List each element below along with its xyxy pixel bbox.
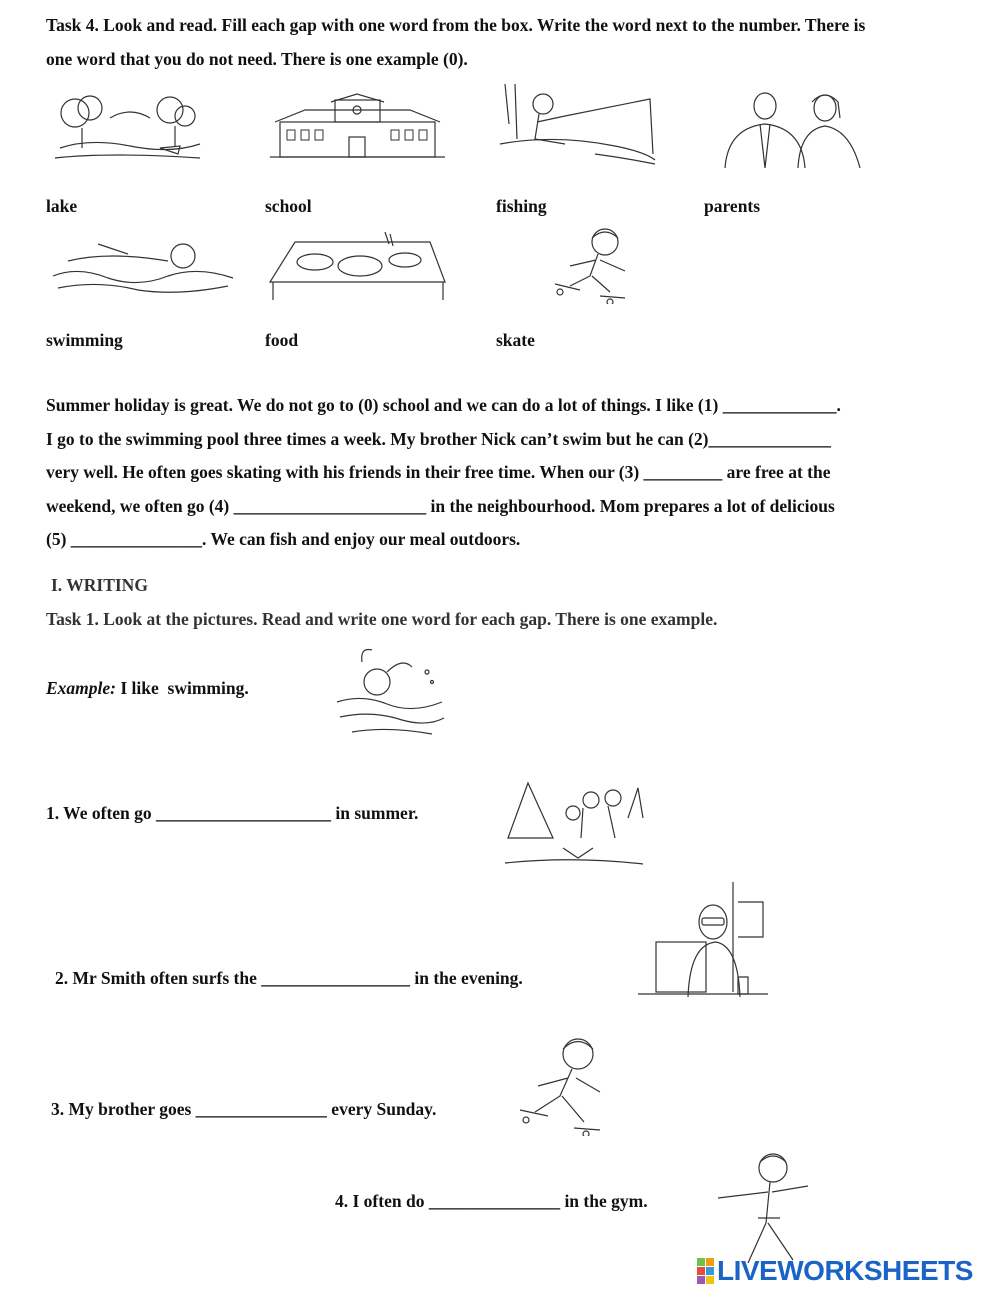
passage-line: very well. He often goes skating with his friends in their free time. When our (3) _________ are free at the	[46, 462, 831, 482]
swimmer-splash-icon	[332, 642, 447, 740]
passage-line: Summer holiday is great. We do not go to (0) school and we can do a lot of things. I like (1) _____________.	[46, 395, 841, 415]
school-building-icon	[265, 92, 450, 162]
liveworksheets-logo	[697, 1256, 973, 1286]
swimmer-icon	[48, 236, 236, 296]
man-laptop-icon	[638, 882, 770, 1000]
example-sentence	[46, 677, 249, 699]
passage-line: weekend, we often go (4) ______________________ in the neighbourhood. Mom prepares a lot of delicious	[46, 495, 835, 516]
writing-section-title: I. WRITING	[51, 575, 148, 595]
food-table-icon	[265, 232, 450, 300]
task4-passage	[46, 389, 976, 557]
task4-instruction-line1: Task 4. Look and read. Fill each gap with one word from the box. Write the word next to the number. There is	[46, 15, 866, 35]
lake-scene-icon	[50, 88, 208, 166]
question-4: 4. I often do _______________ in the gym.	[335, 1191, 648, 1211]
logo-squares-icon	[697, 1258, 714, 1284]
word-skate: skate	[496, 330, 535, 350]
task1-instruction: Task 1. Look at the pictures. Read and write one word for each gap. There is one example.	[46, 609, 718, 629]
skater-boy-icon	[500, 1034, 612, 1136]
word-school: school	[265, 196, 312, 216]
word-lake: lake	[46, 196, 78, 216]
skater-boy-icon	[530, 226, 635, 304]
question-2: 2. Mr Smith often surfs the _________________ in the evening.	[55, 968, 523, 988]
karate-boy-icon	[708, 1148, 826, 1266]
brand-text: LIVEWORKSHEETS	[717, 1255, 973, 1286]
word-food: food	[265, 330, 299, 350]
example-label: Example:	[46, 678, 116, 698]
example-text: I like swimming.	[116, 678, 249, 698]
passage-line: I go to the swimming pool three times a week. My brother Nick can’t swim but he can (2)______________	[46, 428, 832, 449]
question-1: 1. We often go ____________________ in summer.	[46, 803, 419, 823]
passage-line: (5) _______________. We can fish and enjoy our meal outdoors.	[46, 529, 521, 549]
word-fishing: fishing	[496, 196, 547, 216]
task4-instruction-line2: one word that you do not need. There is one example (0).	[46, 49, 468, 69]
word-parents: parents	[704, 196, 761, 216]
boy-fishing-icon	[495, 84, 660, 166]
camping-scene-icon	[503, 778, 645, 870]
question-3: 3. My brother goes _______________ every Sunday.	[51, 1099, 437, 1119]
word-swimming: swimming	[46, 330, 123, 350]
parents-icon	[720, 88, 865, 168]
